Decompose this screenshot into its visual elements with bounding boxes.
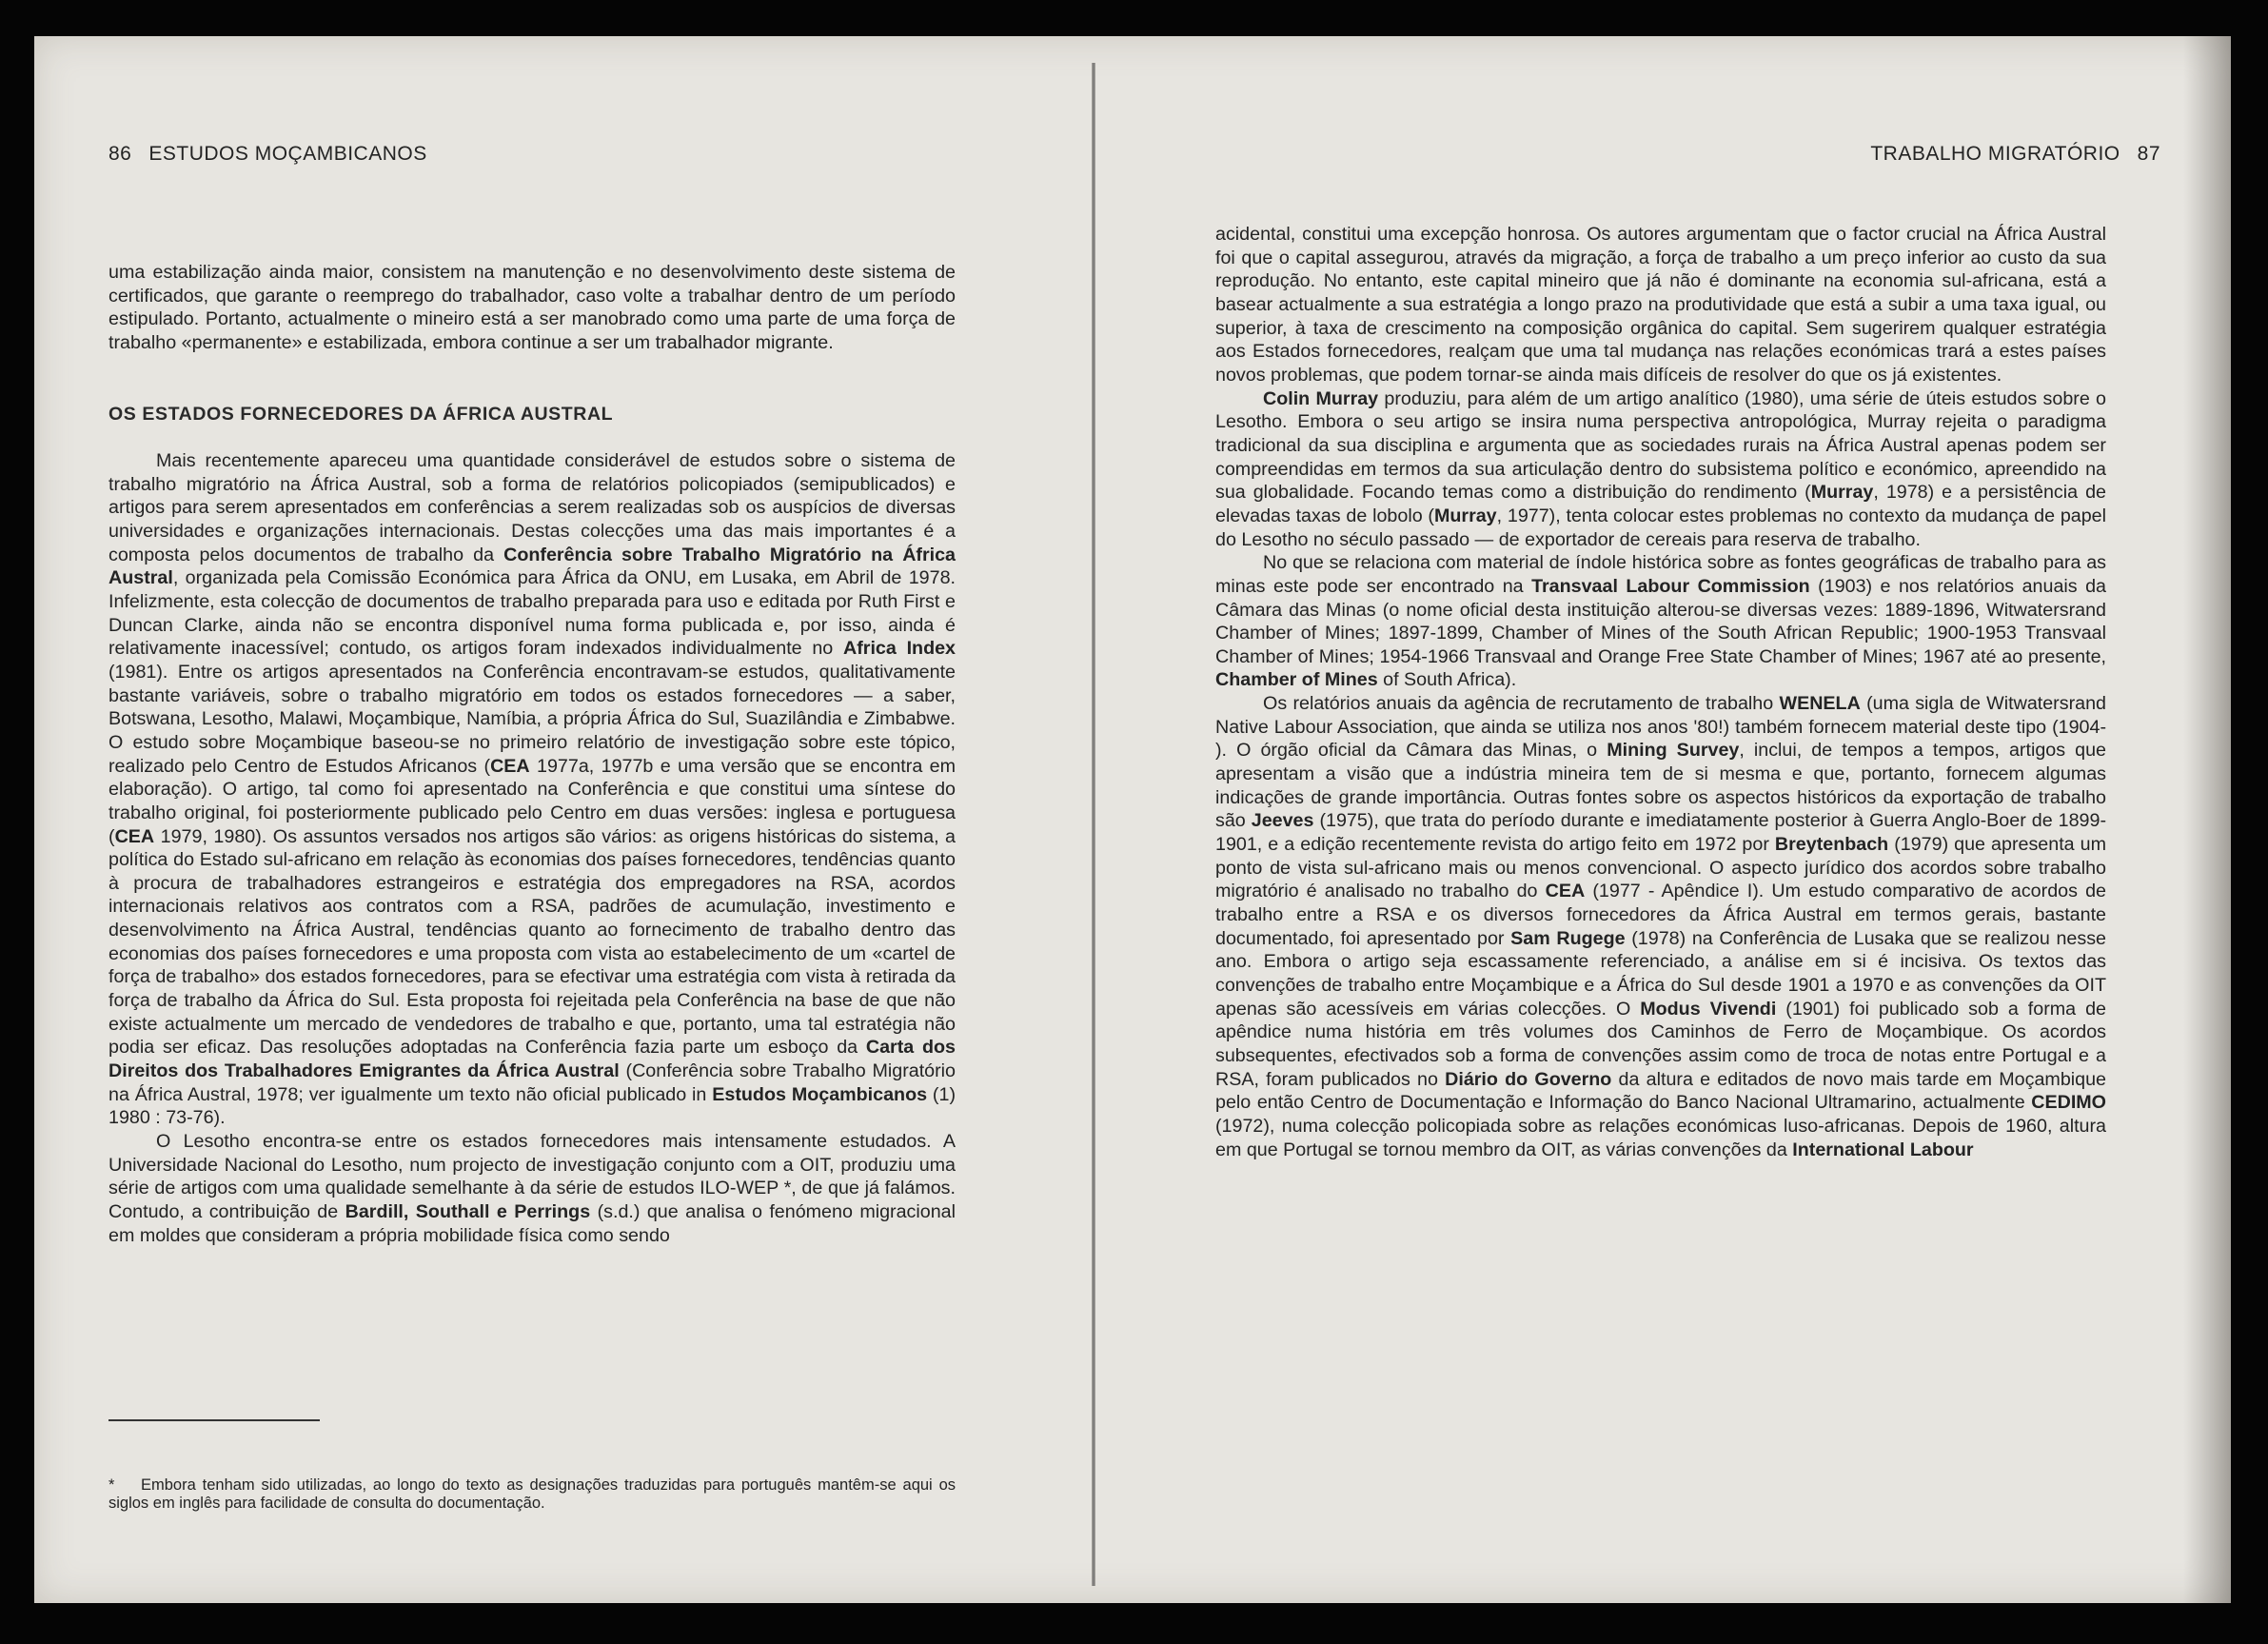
text-run: , inclui, de tempos a tempos, artigos que apresentam a visão que a indústria mineira tem de si mesma e que, portanto, fornecem algumas indicações de grande importância. Outras fontes sobre os aspectos históricos da exportação de trabalho são — [1215, 740, 2106, 832]
right-column — [1215, 223, 2106, 1161]
bold-run: WENELA — [1779, 693, 1861, 715]
text-run: (s.d.) que analisa o fenómeno migracional em moldes que consideram a própria mobilidade física como sendo — [108, 1201, 957, 1246]
text-run: Mais recentemente apareceu uma quantidade considerável de estudos sobre o sistema de trabalho migratório na África Austral, sob a forma de relatórios policopiados (semipublicados) e artigos para serem apresentados em conferências a serem realizadas sob os auspícios de diversas universidades e organizações internacionais. Destas colecções uma das mais importantes é a composta pelos documentos de trabalho da — [108, 450, 956, 565]
bold-run: Bardill, Southall e Perrings — [345, 1201, 591, 1222]
text-run: produziu, para além de um artigo analítico (1980), uma série de úteis estudos sobre o Lesotho. Embora o seu artigo se insira numa perspectiva antropológica, Murray rejeita o paradigma tradicional da sua disciplina e argumenta que as sociedades rurais na África Austral apenas podem ser compreendidas em termos da sua articulação dentro do subsistema político e económico, apreendido na sua globalidade. Focando temas como a distribuição do rendimento ( — [1215, 387, 2106, 504]
bold-run: Murray — [1433, 505, 1497, 526]
scanned-spread — [34, 36, 2231, 1603]
bold-run: Modus Vivendi — [1640, 998, 1777, 1020]
right-paragraph-3 — [1215, 551, 2106, 692]
bold-run: Chamber of Mines — [1215, 669, 1378, 691]
bold-run: Africa Index — [843, 638, 956, 660]
left-page — [34, 36, 1092, 1603]
right-page-number: 87 — [2137, 143, 2160, 165]
bold-run: Breytenbach — [1774, 834, 1889, 856]
text-run: (1975), que trata do período durante e imediatamente posterior à Guerra Anglo-Boer de 1899-1901, e a edição recentemente revista do artigo feito em 1972 por — [1215, 810, 2107, 856]
bold-run: Mining Survey — [1607, 740, 1740, 762]
left-paragraph-2 — [108, 449, 956, 1130]
bold-run: CEA — [490, 755, 530, 777]
text-run: of South Africa). — [1377, 669, 1517, 691]
right-running-title: TRABALHO MIGRATÓRIO — [1870, 143, 2120, 165]
left-running-head — [108, 143, 427, 166]
footnote-marker: * — [108, 1476, 115, 1494]
left-running-title: ESTUDOS MOÇAMBICANOS — [148, 143, 427, 165]
text-run: 1979, 1980). Os assuntos versados nos artigos são vários: as origens históricas do sistema, a política do Estado sul-africano em relação às economias dos países fornecedores, tendências quanto à procura de trabalhadores estrangeiros e estratégia dos empregadores na RSA, acordos internacionais relativos aos contratos com a RSA, padrões de acumulação, investimento e desenvolvimento na África Austral, tendências quanto ao fornecimento de trabalho dentro das economias dos países fornecedores e uma proposta com vista ao estabelecimento de um «cartel de força de trabalho» dos estados fornecedores, para se efectivar uma estratégia com vista à retirada da força de trabalho da África do Sul. Esta proposta foi rejeitada pela Conferência na base de que não existe actualmente um mercado de vendedores de trabalho e que, portanto, uma tal estratégia não podia ser eficaz. Das resoluções adoptadas na Conferência fazia parte um esboço da — [108, 825, 956, 1059]
text-run: , 1977), tenta colocar estes problemas no contexto da mudança de papel do Lesotho no século passado — de exportador de cereais para reserva de trabalho. — [1215, 505, 2106, 550]
text-run: (1978) na Conferência de Lusaka que se realizou nesse ano. Embora o artigo seja escassamente referenciado, a análise em si é incisiva. Os textos das convenções de trabalho entre Moçambique e a África do Sul desde 1901 a 1970 e as convenções da OIT apenas são acessíveis em várias colecções. O — [1215, 927, 2107, 1020]
text-run: (1903) e nos relatórios anuais da Câmara das Minas (o nome oficial desta instituição alterou-se diversas vezes: 1889-1896, Witwatersrand Chamber of Mines; 1897-1899, Chamber of Mines of the South African Republic; 1900-1953 Transvaal Chamber of Mines; 1954-1966 Transvaal and Orange Free State Chamber of Mines; 1967 até ao presente, — [1215, 575, 2106, 667]
text-run: (1901) foi publicado sob a forma de apêndice numa história em três volumes dos Caminhos de Ferro de Moçambique. Os acordos subsequentes, efectivados sob a forma de convenções assim como de troca de notas entre Portugal e a RSA, foram publicados no — [1215, 998, 2106, 1090]
bold-run: CEDIMO — [2031, 1092, 2106, 1114]
text-run: (1981). Entre os artigos apresentados na Conferência encontravam-se estudos, qualitativamente bastante variáveis, sobre o trabalho migratório em todos os estados fornecedores — a saber, Botswana, Lesotho, Malawi, Moçambique, Namíbia, a própria África do Sul, Suazilândia e Zimbabwe. O estudo sobre Moçambique baseou-se no primeiro relatório de investigação sobre este tópico, realizado pelo Centro de Estudos Africanos ( — [108, 661, 956, 777]
right-paragraph-1: acidental, constitui uma excepção honrosa. Os autores argumentam que o factor crucial na África Austral foi que o capital assegurou, através da migração, a força de trabalho a um preço inferior ao custo da sua reprodução. No entanto, este capital mineiro que já não é dominante na economia sul-africana, está a basear actualmente a sua estratégia a longo prazo na produtividade que está a subir a uma taxa igual, ou superior, à taxa de crescimento na composição orgânica do capital. Sem sugerirem qualquer estratégia aos Estados fornecedores, realçam que uma tal mudança nas relações económicas trará a estes países novos problemas, que podem tornar-se ainda mais difíceis de resolver do que os já existentes. — [1215, 224, 2106, 386]
text-run: Os relatórios anuais da agência de recrutamento de trabalho — [1263, 693, 1780, 715]
text-run: 1977a, 1977b e uma versão que se encontra em elaboração). O artigo, tal como foi apresentado na Conferência e que constitui uma síntese do trabalho original, foi posteriormente publicado pelo Centro em duas versões: inglesa e portuguesa ( — [108, 755, 956, 847]
text-run: O Lesotho encontra-se entre os estados fornecedores mais intensamente estudados. A Universidade Nacional do Lesotho, num projecto de investigação conjunto com a OIT, produziu uma série de artigos com uma qualidade semelhante à da série de estudos ILO-WEP *, de que já falámos. Contudo, a contribuição de — [108, 1131, 956, 1222]
footnote-rule — [108, 1419, 320, 1421]
text-run: (Conferência sobre Trabalho Migratório na África Austral, 1978; ver igualmente um texto não oficial publicado in — [108, 1060, 956, 1105]
right-running-head — [1870, 143, 2160, 166]
right-paragraph-2 — [1215, 387, 2106, 552]
bold-run: Diário do Governo — [1445, 1068, 1612, 1090]
text-run: (1979) que apresenta um ponto de vista sul-africano mais ou menos convencional. O aspecto jurídico dos acordos sobre trabalho migratório é analisado no trabalho do — [1215, 834, 2106, 902]
bold-run: Estudos Moçambicanos — [712, 1083, 928, 1105]
section-heading: OS ESTADOS FORNECEDORES DA ÁFRICA AUSTRAL — [108, 404, 614, 425]
footnote — [108, 1476, 956, 1512]
left-paragraph-1: uma estabilização ainda maior, consistem na manutenção e no desenvolvimento deste sistema de certificados, que garante o reemprego do trabalhador, caso volte a trabalhar dentro de um período estipulado. Portanto, actualmente o mineiro está a ser manobrado como uma parte de uma força de trabalho «permanente» e estabilizada, embora continue a ser um trabalhador migrante. — [108, 262, 956, 353]
text-run: (1972), numa colecção policopiada sobre as relações económicas luso-africanas. Depois de 1960, altura em que Portugal se tornou membro da OIT, as várias convenções da — [1215, 1115, 2106, 1160]
left-column-body — [108, 449, 956, 1247]
bold-run: Sam Rugege — [1510, 927, 1626, 949]
bold-run: CEA — [1545, 881, 1586, 902]
text-run: No que se relaciona com material de índole histórica sobre as fontes geográficas de trabalho para as minas este pode ser encontrado na — [1215, 552, 2106, 597]
left-column-section — [108, 403, 956, 426]
text-run: , organizada pela Comissão Económica para África da ONU, em Lusaka, em Abril de 1978. Infelizmente, esta colecção de documentos de trabalho preparada para uso e editada por Ruth First e Duncan Clarke, ainda não se encontra disponível numa forma publicada e, por isso, ainda é relativamente inacessível; contudo, os artigos foram indexados individualmente no — [108, 567, 956, 660]
bold-run: International Labour — [1792, 1139, 1974, 1160]
text-run: , 1978) e a persistência de elevadas taxas de lobolo ( — [1215, 482, 2106, 526]
bold-run: Carta dos Direitos dos Trabalhadores Emigrantes da África Austral — [108, 1037, 956, 1082]
bold-run: Transvaal Labour Commission — [1531, 575, 1810, 597]
text-run: (uma sigla de Witwatersrand Native Labour Association, que ainda se utiliza nos anos '80!) também fornecem material deste tipo (1904- ). O órgão oficial da Câmara das Minas, o — [1215, 693, 2106, 762]
left-paragraph-3 — [108, 1130, 956, 1247]
left-column-top — [108, 261, 956, 355]
bold-run: Murray — [1810, 482, 1874, 504]
text-run: (1) 1980 : 73-76). — [108, 1083, 956, 1129]
text-run: (1977 - Apêndice I). Um estudo comparativo de acordos de trabalho entre a RSA e os diversos fornecedores da África Austral em termos gerais, bastante documentado, foi apresentado por — [1215, 881, 2106, 949]
bold-run: Jeeves — [1251, 810, 1314, 832]
text-run: da altura e editados de novo mais tarde em Moçambique pelo então Centro de Documentação e Informação do Banco Nacional Ultramarino, actualmente — [1215, 1068, 2106, 1114]
right-paragraph-4 — [1215, 692, 2106, 1161]
footnote-text: Embora tenham sido utilizadas, ao longo do texto as designações traduzidas para português mantêm-se aqui os siglos em inglês para facilidade de consulta do documentação. — [108, 1476, 956, 1512]
left-page-number: 86 — [108, 143, 132, 165]
bold-run: Colin Murray — [1263, 387, 1379, 409]
right-page — [1095, 36, 2231, 1603]
bold-run: CEA — [114, 825, 155, 847]
bold-run: Conferência sobre Trabalho Migratório na África Austral — [108, 544, 957, 589]
